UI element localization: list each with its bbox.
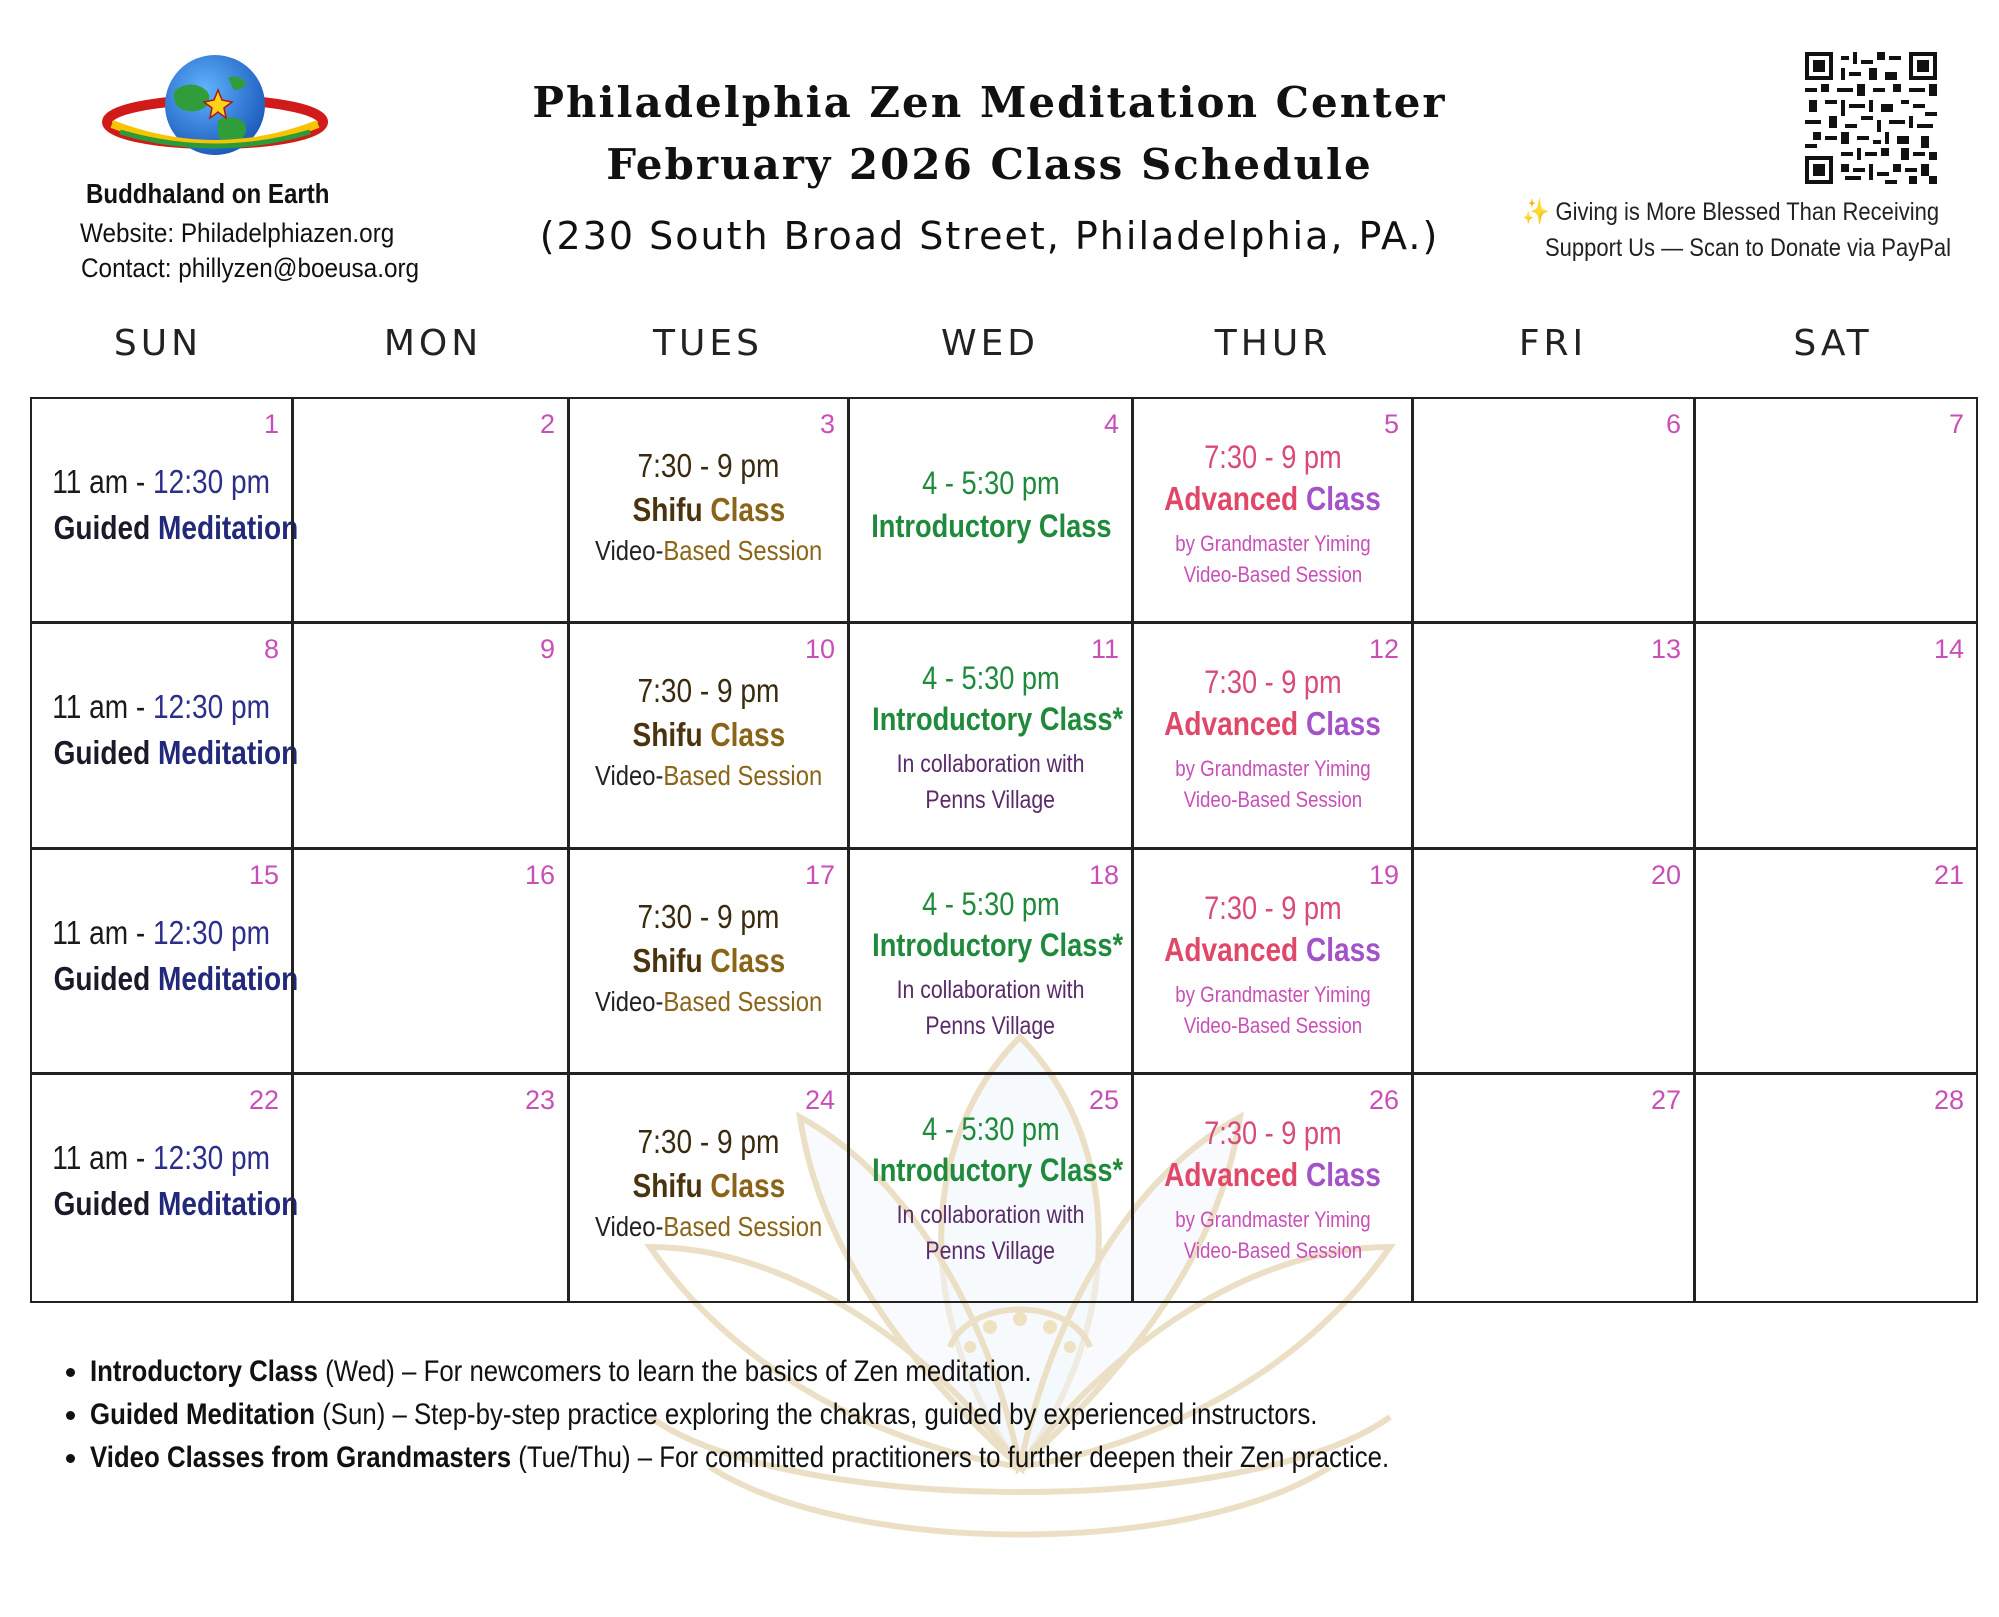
event-name-text: Guided Meditation	[53, 509, 299, 546]
calendar-day-19[interactable]	[1132, 848, 1413, 1074]
calendar-day-21[interactable]	[1694, 848, 1978, 1074]
event-name-text: Shifu Class	[632, 1167, 785, 1204]
note-term: Introductory Class	[90, 1355, 318, 1388]
event-name	[1134, 705, 1411, 743]
event-name	[32, 734, 299, 772]
event-time	[1134, 1115, 1411, 1152]
tue-event[interactable]	[570, 898, 847, 1018]
date-number: 16	[524, 860, 555, 890]
date-number: 19	[1368, 860, 1399, 890]
sun-event[interactable]	[32, 1139, 299, 1223]
event-format-text: Video-Based Session	[1183, 562, 1362, 587]
event-subtitle-text: Video-Based Session	[594, 760, 823, 791]
event-partner-text: Penns Village	[925, 786, 1056, 814]
event-name-text: Introductory Class*	[872, 1152, 1124, 1188]
calendar-day-5[interactable]	[1132, 397, 1413, 623]
weekday-thur: THUR	[1214, 323, 1332, 364]
event-time	[850, 1111, 1131, 1148]
event-format	[1134, 1010, 1411, 1041]
calendar-grid	[30, 397, 1978, 1303]
event-format-text: Video-Based Session	[1183, 1238, 1362, 1263]
note-item	[90, 1355, 1601, 1389]
event-subtitle	[570, 535, 847, 567]
calendar-day-7[interactable]	[1694, 397, 1978, 623]
date-number: 21	[1933, 860, 1964, 890]
date-number: 8	[263, 634, 279, 664]
event-partner-text: Penns Village	[925, 1012, 1056, 1040]
tue-event[interactable]	[570, 447, 847, 567]
thu-event[interactable]	[1134, 439, 1411, 590]
page-title: Philadelphia Zen Meditation Center	[532, 78, 1447, 127]
event-time-text: 7:30 - 9 pm	[1203, 890, 1342, 926]
event-time	[32, 688, 291, 726]
date-number: 15	[248, 860, 279, 890]
note-text	[90, 1398, 1317, 1432]
event-time-text: 4 - 5:30 pm	[921, 465, 1060, 501]
event-name	[850, 701, 1131, 738]
note-text	[90, 1355, 1032, 1389]
event-time	[570, 672, 847, 710]
event-subtitle	[850, 972, 1131, 1008]
thu-event[interactable]	[1134, 890, 1411, 1041]
date-number: 13	[1650, 634, 1681, 664]
event-subtitle-highlight: Based Session	[663, 535, 823, 566]
event-time-text: 7:30 - 9 pm	[1203, 664, 1342, 700]
date-number: 6	[1665, 409, 1681, 439]
donate-instruction: Support Us — Scan to Donate via PayPal	[1545, 234, 1951, 262]
calendar-day-24[interactable]	[568, 1073, 849, 1303]
event-subtitle	[850, 1197, 1131, 1233]
event-time-start: 11 am - 12:30 pm	[52, 463, 271, 500]
calendar-day-27[interactable]	[1412, 1073, 1695, 1303]
weekday-wed: WED	[940, 323, 1040, 364]
event-partner	[850, 1233, 1131, 1269]
wed-event[interactable]	[850, 465, 1131, 545]
date-number: 23	[524, 1085, 555, 1115]
date-number: 26	[1368, 1085, 1399, 1115]
event-name-text: Shifu Class	[632, 716, 785, 753]
date-number: 28	[1933, 1085, 1964, 1115]
event-time	[32, 463, 291, 501]
sparkle-icon: ✨	[1522, 198, 1550, 226]
note-description: (Tue/Thu) – For committed practitioners to further deepen their Zen practice.	[511, 1441, 1390, 1474]
event-format	[1134, 784, 1411, 815]
weekday-sun: SUN	[113, 323, 203, 364]
date-number: 17	[804, 860, 835, 890]
event-name	[32, 1185, 299, 1223]
event-time	[570, 898, 847, 936]
event-time-text: 7:30 - 9 pm	[1203, 1115, 1342, 1151]
date-number: 2	[539, 409, 555, 439]
date-number: 27	[1650, 1085, 1681, 1115]
calendar-day-12[interactable]	[1132, 622, 1413, 849]
event-name	[32, 960, 299, 998]
event-subtitle-text: by Grandmaster Yiming	[1174, 531, 1371, 556]
weekday-fri: FRI	[1518, 323, 1588, 364]
calendar-day-18[interactable]	[848, 848, 1133, 1074]
calendar-day-3[interactable]	[568, 397, 849, 623]
calendar-day-4[interactable]	[848, 397, 1133, 623]
event-time-text: 4 - 5:30 pm	[921, 660, 1060, 696]
event-subtitle-text: by Grandmaster Yiming	[1174, 1207, 1371, 1232]
event-subtitle	[570, 986, 847, 1018]
weekday-sat: SAT	[1793, 323, 1873, 364]
event-name-highlight: Class	[1305, 1156, 1381, 1193]
event-subtitle	[570, 1211, 847, 1243]
date-number: 5	[1383, 409, 1399, 439]
event-name-highlight: Meditation	[158, 960, 299, 997]
event-subtitle-text: Video-Based Session	[594, 1211, 823, 1242]
date-number: 25	[1088, 1085, 1119, 1115]
event-format	[1134, 559, 1411, 590]
tue-event[interactable]	[570, 1123, 847, 1243]
sun-event[interactable]	[32, 688, 299, 772]
calendar-day-23[interactable]	[292, 1073, 569, 1303]
calendar-day-1[interactable]	[30, 397, 299, 623]
event-time-end: 12:30 pm	[153, 463, 271, 500]
calendar-day-6[interactable]	[1412, 397, 1695, 623]
calendar-day-28[interactable]	[1694, 1073, 1978, 1303]
event-name-text: Introductory Class*	[872, 701, 1124, 737]
event-name	[32, 509, 299, 547]
calendar-day-13[interactable]	[1412, 622, 1695, 849]
event-subtitle	[1134, 1204, 1411, 1235]
event-name-highlight: Class	[1305, 480, 1381, 517]
date-number: 20	[1650, 860, 1681, 890]
event-name-highlight: Class	[710, 716, 785, 753]
calendar-day-15[interactable]	[30, 848, 299, 1074]
event-time-end: 12:30 pm	[153, 688, 271, 725]
note-item	[90, 1398, 1601, 1432]
event-name-highlight: Meditation	[158, 734, 299, 771]
date-number: 9	[539, 634, 555, 664]
event-name-text: Introductory Class*	[872, 927, 1124, 963]
event-name-text: Advanced Class	[1164, 480, 1381, 517]
weekday-tues: TUES	[653, 323, 763, 364]
calendar-day-14[interactable]	[1694, 622, 1978, 849]
date-number: 24	[804, 1085, 835, 1115]
date-number: 4	[1103, 409, 1119, 439]
event-name-highlight: Class	[710, 491, 785, 528]
date-number: 12	[1368, 634, 1399, 664]
event-time-start: 11 am - 12:30 pm	[52, 1139, 271, 1176]
event-format-text: Video-Based Session	[1183, 787, 1362, 812]
date-number: 11	[1090, 634, 1119, 664]
event-subtitle	[1134, 528, 1411, 559]
event-subtitle	[1134, 979, 1411, 1010]
sun-event[interactable]	[32, 463, 299, 547]
wed-event[interactable]	[850, 886, 1131, 1044]
event-time	[850, 660, 1131, 697]
calendar-day-2[interactable]	[292, 397, 569, 623]
event-time-text: 7:30 - 9 pm	[1203, 439, 1342, 475]
thu-event[interactable]	[1134, 664, 1411, 815]
wed-event[interactable]	[850, 1111, 1131, 1269]
date-number: 10	[804, 634, 835, 664]
event-name	[850, 927, 1131, 964]
event-time	[1134, 439, 1411, 476]
note-item	[90, 1441, 1601, 1475]
event-partner	[850, 1008, 1131, 1044]
event-time-text: 7:30 - 9 pm	[637, 672, 780, 709]
event-subtitle	[570, 760, 847, 792]
event-subtitle	[850, 746, 1131, 782]
event-time	[32, 1139, 291, 1177]
note-term: Video Classes from Grandmasters	[90, 1441, 512, 1474]
note-description: (Wed) – For newcomers to learn the basics of Zen meditation.	[317, 1355, 1032, 1388]
calendar-day-8[interactable]	[30, 622, 299, 849]
event-name	[570, 1167, 847, 1205]
event-subtitle-text: by Grandmaster Yiming	[1174, 756, 1371, 781]
note-term: Guided Meditation	[90, 1398, 316, 1431]
event-partner	[850, 782, 1131, 818]
event-subtitle-highlight: Based Session	[663, 1211, 823, 1242]
event-subtitle-text: Video-Based Session	[594, 986, 823, 1017]
event-name	[850, 1152, 1131, 1189]
event-time-text: 4 - 5:30 pm	[921, 886, 1060, 922]
event-name-highlight: Class	[1305, 931, 1381, 968]
calendar-day-10[interactable]	[568, 622, 849, 849]
date-number: 22	[248, 1085, 279, 1115]
event-time-start: 11 am - 12:30 pm	[52, 688, 271, 725]
event-time	[32, 914, 291, 952]
event-name-text: Guided Meditation	[53, 1185, 299, 1222]
event-time	[1134, 664, 1411, 701]
event-name-highlight: Meditation	[158, 509, 299, 546]
address-text: (230 South Broad Street, Philadelphia, PA.)	[539, 214, 1440, 258]
sun-event[interactable]	[32, 914, 299, 998]
class-description-list	[58, 1355, 1601, 1484]
contact-text: Contact: phillyzen@boeusa.org	[81, 253, 420, 283]
event-format-text: Video-Based Session	[1183, 1013, 1362, 1038]
date-number: 7	[1948, 409, 1964, 439]
event-time	[570, 1123, 847, 1161]
event-name-highlight: Class	[710, 1167, 785, 1204]
event-subtitle-highlight: Based Session	[663, 986, 823, 1017]
event-name-highlight: Class	[710, 942, 785, 979]
date-number: 1	[263, 409, 279, 439]
event-time-end: 12:30 pm	[153, 914, 271, 951]
note-description: (Sun) – Step-by-step practice exploring the chakras, guided by experienced instructors.	[315, 1398, 1318, 1431]
page-subtitle: February 2026 Class Schedule	[606, 140, 1373, 189]
event-name	[850, 508, 1131, 545]
event-time-text: 7:30 - 9 pm	[637, 898, 780, 935]
event-name-text: Guided Meditation	[53, 960, 299, 997]
event-name	[570, 491, 847, 529]
event-subtitle-text: In collaboration with	[896, 976, 1085, 1004]
calendar-day-20[interactable]	[1412, 848, 1695, 1074]
event-subtitle-highlight: Based Session	[663, 760, 823, 791]
event-subtitle-text: by Grandmaster Yiming	[1174, 982, 1371, 1007]
event-name-text: Guided Meditation	[53, 734, 299, 771]
event-name-highlight: Class	[1305, 705, 1381, 742]
event-name-text: Shifu Class	[632, 942, 785, 979]
event-name-text: Advanced Class	[1164, 931, 1381, 968]
calendar-day-16[interactable]	[292, 848, 569, 1074]
date-number: 18	[1088, 860, 1119, 890]
event-time-start: 11 am - 12:30 pm	[52, 914, 271, 951]
date-number: 3	[819, 409, 835, 439]
event-time-text: 7:30 - 9 pm	[637, 1123, 780, 1160]
event-name	[1134, 480, 1411, 518]
event-time-text: 7:30 - 9 pm	[637, 447, 780, 484]
event-time	[850, 886, 1131, 923]
event-subtitle-text: In collaboration with	[896, 1201, 1085, 1229]
calendar-day-9[interactable]	[292, 622, 569, 849]
event-partner-text: Penns Village	[925, 1237, 1056, 1265]
thu-event[interactable]	[1134, 1115, 1411, 1266]
event-time	[1134, 890, 1411, 927]
event-name-text: Introductory Class	[871, 508, 1112, 544]
event-name-highlight: Meditation	[158, 1185, 299, 1222]
weekday-mon: MON	[383, 323, 483, 364]
event-name-text: Shifu Class	[632, 491, 785, 528]
date-number: 14	[1933, 634, 1964, 664]
tue-event[interactable]	[570, 672, 847, 792]
event-format	[1134, 1235, 1411, 1266]
calendar-day-25[interactable]	[848, 1073, 1133, 1303]
calendar-day-17[interactable]	[568, 848, 849, 1074]
calendar-day-26[interactable]	[1132, 1073, 1413, 1303]
event-name-text: Advanced Class	[1164, 705, 1381, 742]
donate-slogan: ✨ Giving is More Blessed Than Receiving	[1522, 198, 1940, 226]
event-subtitle-text: Video-Based Session	[594, 535, 823, 566]
event-time	[570, 447, 847, 485]
event-name	[570, 716, 847, 754]
event-time	[850, 465, 1131, 502]
event-subtitle	[1134, 753, 1411, 784]
org-name: Buddhaland on Earth	[86, 178, 330, 209]
event-name-text: Advanced Class	[1164, 1156, 1381, 1193]
event-time-text: 4 - 5:30 pm	[921, 1111, 1060, 1147]
event-time-end: 12:30 pm	[153, 1139, 271, 1176]
event-subtitle-text: In collaboration with	[896, 750, 1085, 778]
event-name	[570, 942, 847, 980]
website-text: Website: Philadelphiazen.org	[80, 218, 395, 248]
event-name	[1134, 931, 1411, 969]
note-text	[90, 1441, 1389, 1475]
calendar-day-11[interactable]	[848, 622, 1133, 849]
event-name	[1134, 1156, 1411, 1194]
wed-event[interactable]	[850, 660, 1131, 818]
calendar-day-22[interactable]	[30, 1073, 299, 1303]
qr-code-icon[interactable]	[1805, 52, 1937, 184]
